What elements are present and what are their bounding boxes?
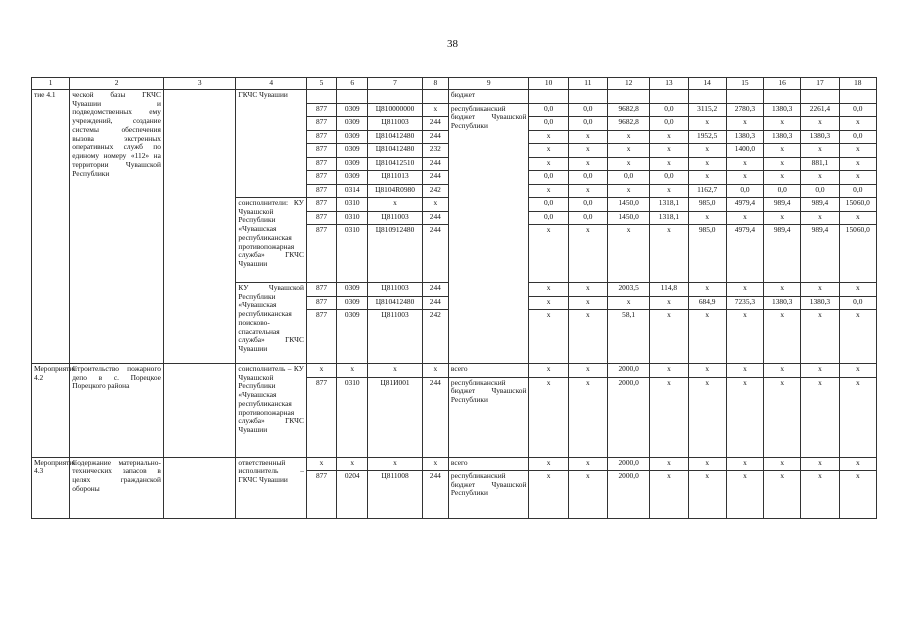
value-cell: 0,0 <box>839 130 876 144</box>
code-cell: 244 <box>422 117 448 131</box>
funding-source: республиканский бюджет Чувашской Республики <box>448 377 529 457</box>
value-cell: х <box>764 117 801 131</box>
table-row <box>32 90 877 104</box>
value-cell: х <box>839 157 876 171</box>
value-cell: 0,0 <box>529 198 568 212</box>
value-cell: х <box>801 211 839 225</box>
value-cell: 15060,0 <box>839 198 876 212</box>
value-cell: х <box>650 184 688 198</box>
code-cell: 232 <box>422 144 448 158</box>
column-header: 10 <box>529 78 568 90</box>
code-cell: 244 <box>422 171 448 185</box>
value-cell: х <box>801 364 839 378</box>
value-cell: х <box>726 157 763 171</box>
value-cell: 2261,4 <box>801 103 839 117</box>
page-number: 38 <box>447 38 458 50</box>
value-cell: х <box>529 457 568 471</box>
value-cell: 0,0 <box>529 103 568 117</box>
value-cell: х <box>764 157 801 171</box>
value-cell: 58,1 <box>607 310 649 364</box>
column-header: 2 <box>70 78 164 90</box>
column-header: 13 <box>650 78 688 90</box>
value-cell: х <box>839 283 876 297</box>
value-cell: х <box>568 471 607 519</box>
column-header: 12 <box>607 78 649 90</box>
executor: КУ Чувашской Республики «Чувашская республиканская поисково-спасательная служба» ГКЧС Чувашии <box>236 283 307 364</box>
value-cell: х <box>801 144 839 158</box>
value-cell: 0,0 <box>839 184 876 198</box>
empty-cell <box>607 90 649 104</box>
executor: ГКЧС Чувашии <box>236 90 307 198</box>
value-cell: х <box>650 225 688 283</box>
value-cell: 1162,7 <box>688 184 726 198</box>
value-cell: х <box>529 225 568 283</box>
code-cell: 877 <box>306 296 336 310</box>
column-header: 16 <box>764 78 801 90</box>
code-cell: 877 <box>306 471 336 519</box>
value-cell: х <box>568 130 607 144</box>
code-cell: 0309 <box>337 310 368 364</box>
code-cell: 244 <box>422 296 448 310</box>
code-cell: Ц810912480 <box>368 225 422 283</box>
measure-label: Мероприятие 4.2 <box>32 364 70 458</box>
value-cell: х <box>764 471 801 519</box>
value-cell: 0,0 <box>568 103 607 117</box>
code-cell: х <box>422 198 448 212</box>
code-cell: 0309 <box>337 130 368 144</box>
value-cell: 989,4 <box>801 198 839 212</box>
code-cell: Ц811008 <box>368 471 422 519</box>
value-cell: х <box>764 310 801 364</box>
value-cell: 9682,8 <box>607 103 649 117</box>
empty-cell <box>422 90 448 104</box>
value-cell: х <box>726 471 763 519</box>
value-cell: х <box>801 117 839 131</box>
empty-cell <box>529 90 568 104</box>
value-cell: 0,0 <box>529 171 568 185</box>
value-cell: х <box>568 296 607 310</box>
value-cell: х <box>607 144 649 158</box>
value-cell: 684,9 <box>688 296 726 310</box>
value-cell: 0,0 <box>568 171 607 185</box>
code-cell: 0309 <box>337 171 368 185</box>
funding-source: республиканский бюджет Чувашской Республики <box>448 103 529 364</box>
value-cell: х <box>568 225 607 283</box>
value-cell: х <box>764 377 801 457</box>
code-cell: 877 <box>306 103 336 117</box>
value-cell: х <box>650 377 688 457</box>
code-cell: х <box>306 364 336 378</box>
code-cell: х <box>306 457 336 471</box>
value-cell: х <box>529 471 568 519</box>
value-cell: 3115,2 <box>688 103 726 117</box>
value-cell: х <box>607 157 649 171</box>
code-cell: 877 <box>306 310 336 364</box>
code-cell: 877 <box>306 377 336 457</box>
column-header: 1 <box>32 78 70 90</box>
value-cell: х <box>529 283 568 297</box>
measure-description: Содержание материально-технических запасов в целях гражданской обороны <box>70 457 164 519</box>
value-cell: 1380,3 <box>801 296 839 310</box>
value-cell: х <box>839 457 876 471</box>
value-cell: х <box>607 225 649 283</box>
code-cell: Ц811003 <box>368 310 422 364</box>
code-cell: 0309 <box>337 157 368 171</box>
empty-cell <box>650 90 688 104</box>
code-cell: 877 <box>306 171 336 185</box>
code-cell: Ц811013 <box>368 171 422 185</box>
code-cell: х <box>422 103 448 117</box>
value-cell: 989,4 <box>764 198 801 212</box>
value-cell: х <box>839 144 876 158</box>
column-header: 9 <box>448 78 529 90</box>
value-cell: 0,0 <box>529 117 568 131</box>
value-cell: х <box>688 144 726 158</box>
code-cell: 0309 <box>337 103 368 117</box>
value-cell: х <box>650 471 688 519</box>
code-cell: 0309 <box>337 296 368 310</box>
value-cell: 1318,1 <box>650 198 688 212</box>
value-cell: 1380,3 <box>764 103 801 117</box>
value-cell: х <box>839 211 876 225</box>
value-cell: х <box>801 377 839 457</box>
value-cell: х <box>529 130 568 144</box>
value-cell: х <box>650 130 688 144</box>
empty-cell <box>337 90 368 104</box>
column-header: 5 <box>306 78 336 90</box>
empty-cell <box>688 90 726 104</box>
code-cell: Ц8104R0980 <box>368 184 422 198</box>
value-cell: 2000,0 <box>607 457 649 471</box>
value-cell: 2000,0 <box>607 364 649 378</box>
executor: ответственный исполнитель – ГКЧС Чувашии <box>236 457 307 519</box>
value-cell: 985,0 <box>688 198 726 212</box>
code-cell: 0309 <box>337 144 368 158</box>
value-cell: х <box>726 377 763 457</box>
value-cell: 1450,0 <box>607 211 649 225</box>
value-cell: х <box>726 457 763 471</box>
value-cell: х <box>726 171 763 185</box>
code-cell: 0309 <box>337 117 368 131</box>
code-cell: 244 <box>422 283 448 297</box>
column-header: 14 <box>688 78 726 90</box>
value-cell: 1400,0 <box>726 144 763 158</box>
code-cell: х <box>337 457 368 471</box>
value-cell: х <box>688 157 726 171</box>
value-cell: 0,0 <box>568 211 607 225</box>
value-cell: х <box>764 171 801 185</box>
code-cell: Ц810412480 <box>368 130 422 144</box>
empty-cell <box>801 90 839 104</box>
value-cell: 4979,4 <box>726 225 763 283</box>
value-cell: х <box>650 144 688 158</box>
value-cell: 2780,3 <box>726 103 763 117</box>
value-cell: 989,4 <box>801 225 839 283</box>
value-cell: 1380,3 <box>764 130 801 144</box>
code-cell: 0310 <box>337 211 368 225</box>
value-cell: х <box>764 457 801 471</box>
code-cell: 877 <box>306 198 336 212</box>
code-cell: 244 <box>422 471 448 519</box>
value-cell: х <box>764 364 801 378</box>
column-header: 17 <box>801 78 839 90</box>
value-cell: х <box>764 283 801 297</box>
table-row <box>32 364 877 378</box>
table-row <box>32 457 877 471</box>
value-cell: х <box>726 310 763 364</box>
code-cell: х <box>422 364 448 378</box>
empty-cell <box>163 364 236 458</box>
column-header: 8 <box>422 78 448 90</box>
value-cell: 1380,3 <box>726 130 763 144</box>
code-cell: 244 <box>422 130 448 144</box>
measure-description: Строительство пожарного депо в с. Порецкое Порецкого района <box>70 364 164 458</box>
empty-cell <box>764 90 801 104</box>
code-cell: 877 <box>306 184 336 198</box>
value-cell: 2000,0 <box>607 471 649 519</box>
empty-cell <box>163 457 236 519</box>
code-cell: 877 <box>306 144 336 158</box>
code-cell: х <box>368 198 422 212</box>
value-cell: 1952,5 <box>688 130 726 144</box>
value-cell: х <box>839 471 876 519</box>
column-header: 7 <box>368 78 422 90</box>
value-cell: х <box>839 310 876 364</box>
empty-cell <box>306 90 336 104</box>
budget-table <box>31 77 877 519</box>
value-cell: х <box>801 471 839 519</box>
code-cell: 0204 <box>337 471 368 519</box>
empty-cell <box>568 90 607 104</box>
value-cell: х <box>529 157 568 171</box>
value-cell: 9682,8 <box>607 117 649 131</box>
value-cell: х <box>568 310 607 364</box>
value-cell: х <box>607 130 649 144</box>
value-cell: х <box>764 144 801 158</box>
code-cell: 877 <box>306 211 336 225</box>
code-cell: 0310 <box>337 377 368 457</box>
value-cell: 0,0 <box>529 211 568 225</box>
code-cell: Ц810412510 <box>368 157 422 171</box>
column-header: 18 <box>839 78 876 90</box>
value-cell: х <box>839 377 876 457</box>
value-cell: х <box>839 171 876 185</box>
code-cell: Ц811003 <box>368 211 422 225</box>
value-cell: х <box>650 310 688 364</box>
code-cell: 242 <box>422 310 448 364</box>
column-header: 3 <box>163 78 236 90</box>
value-cell: 985,0 <box>688 225 726 283</box>
value-cell: 1318,1 <box>650 211 688 225</box>
code-cell: Ц810412480 <box>368 296 422 310</box>
value-cell: х <box>726 211 763 225</box>
value-cell: 1380,3 <box>801 130 839 144</box>
value-cell: 881,1 <box>801 157 839 171</box>
value-cell: х <box>607 296 649 310</box>
value-cell: х <box>688 471 726 519</box>
code-cell: х <box>368 364 422 378</box>
measure-description: ческой базы ГКЧС Чувашии и подведомственных ему учреждений, создание системы обеспечения вызова экстренных оперативных служб по единому номеру «112» на территории Чувашской Республики <box>70 90 164 364</box>
code-cell: Ц810000000 <box>368 103 422 117</box>
value-cell: 0,0 <box>839 103 876 117</box>
value-cell: 0,0 <box>726 184 763 198</box>
value-cell: х <box>650 296 688 310</box>
value-cell: 0,0 <box>650 103 688 117</box>
value-cell: х <box>568 184 607 198</box>
code-cell: Ц811003 <box>368 283 422 297</box>
value-cell: 0,0 <box>607 171 649 185</box>
value-cell: 7235,3 <box>726 296 763 310</box>
column-header: 15 <box>726 78 763 90</box>
value-cell: х <box>568 157 607 171</box>
value-cell: х <box>688 310 726 364</box>
value-cell: х <box>607 184 649 198</box>
code-cell: 244 <box>422 377 448 457</box>
executor: соисполнители: КУ Чувашской Республики «Чувашская республиканская противопожарная служба» ГКЧС Чувашии <box>236 198 307 283</box>
value-cell: 0,0 <box>839 296 876 310</box>
value-cell: х <box>529 184 568 198</box>
measure-label: Мероприятие 4.3 <box>32 457 70 519</box>
empty-cell <box>839 90 876 104</box>
value-cell: х <box>529 364 568 378</box>
value-cell: х <box>529 377 568 457</box>
value-cell: х <box>801 310 839 364</box>
code-cell: 877 <box>306 157 336 171</box>
value-cell: х <box>688 457 726 471</box>
funding-source: республиканский бюджет Чувашской Республики <box>448 471 529 519</box>
value-cell: х <box>568 364 607 378</box>
value-cell: 0,0 <box>650 171 688 185</box>
value-cell: х <box>568 283 607 297</box>
code-cell: Ц810412480 <box>368 144 422 158</box>
value-cell: х <box>801 171 839 185</box>
value-cell: 114,8 <box>650 283 688 297</box>
code-cell: Ц81И001 <box>368 377 422 457</box>
value-cell: 4979,4 <box>726 198 763 212</box>
value-cell: 0,0 <box>650 117 688 131</box>
code-cell: 877 <box>306 117 336 131</box>
value-cell: х <box>801 283 839 297</box>
value-cell: х <box>650 157 688 171</box>
value-cell: х <box>529 296 568 310</box>
code-cell: 242 <box>422 184 448 198</box>
value-cell: х <box>688 283 726 297</box>
value-cell: 0,0 <box>568 198 607 212</box>
empty-cell <box>368 90 422 104</box>
code-cell: х <box>337 364 368 378</box>
value-cell: 0,0 <box>764 184 801 198</box>
value-cell: х <box>688 211 726 225</box>
value-cell: х <box>688 364 726 378</box>
value-cell: 1450,0 <box>607 198 649 212</box>
value-cell: х <box>726 283 763 297</box>
code-cell: 877 <box>306 225 336 283</box>
value-cell: 2000,0 <box>607 377 649 457</box>
value-cell: х <box>529 310 568 364</box>
value-cell: х <box>529 144 568 158</box>
code-cell: 877 <box>306 130 336 144</box>
column-header: 6 <box>337 78 368 90</box>
value-cell: 2003,5 <box>607 283 649 297</box>
value-cell: х <box>764 211 801 225</box>
value-cell: х <box>839 364 876 378</box>
value-cell: х <box>726 364 763 378</box>
measure-label: тие 4.1 <box>32 90 70 364</box>
value-cell: 15060,0 <box>839 225 876 283</box>
value-cell: х <box>726 117 763 131</box>
executor: соисполнитель – КУ Чувашской Республики «Чувашская республиканская противопожарная служба» ГКЧС Чувашии <box>236 364 307 458</box>
code-cell: 0314 <box>337 184 368 198</box>
code-cell: х <box>422 457 448 471</box>
value-cell: х <box>650 364 688 378</box>
code-cell: 0310 <box>337 225 368 283</box>
funding-source: всего <box>448 364 529 378</box>
code-cell: 0309 <box>337 283 368 297</box>
column-header: 4 <box>236 78 307 90</box>
table-row <box>32 78 877 90</box>
column-header: 11 <box>568 78 607 90</box>
code-cell: 0310 <box>337 198 368 212</box>
code-cell: 244 <box>422 157 448 171</box>
value-cell: х <box>801 457 839 471</box>
value-cell: х <box>688 171 726 185</box>
code-cell: 244 <box>422 211 448 225</box>
code-cell: Ц811003 <box>368 117 422 131</box>
code-cell: х <box>368 457 422 471</box>
funding-source: всего <box>448 457 529 471</box>
code-cell: 877 <box>306 283 336 297</box>
value-cell: 0,0 <box>568 117 607 131</box>
empty-cell <box>163 90 236 364</box>
value-cell: х <box>568 457 607 471</box>
value-cell: х <box>839 117 876 131</box>
value-cell: 1380,3 <box>764 296 801 310</box>
value-cell: х <box>688 377 726 457</box>
value-cell: х <box>688 117 726 131</box>
value-cell: 989,4 <box>764 225 801 283</box>
value-cell: 0,0 <box>801 184 839 198</box>
value-cell: х <box>568 377 607 457</box>
empty-cell <box>726 90 763 104</box>
funding-source: бюджет <box>448 90 529 104</box>
value-cell: х <box>568 144 607 158</box>
value-cell: х <box>650 457 688 471</box>
code-cell: 244 <box>422 225 448 283</box>
